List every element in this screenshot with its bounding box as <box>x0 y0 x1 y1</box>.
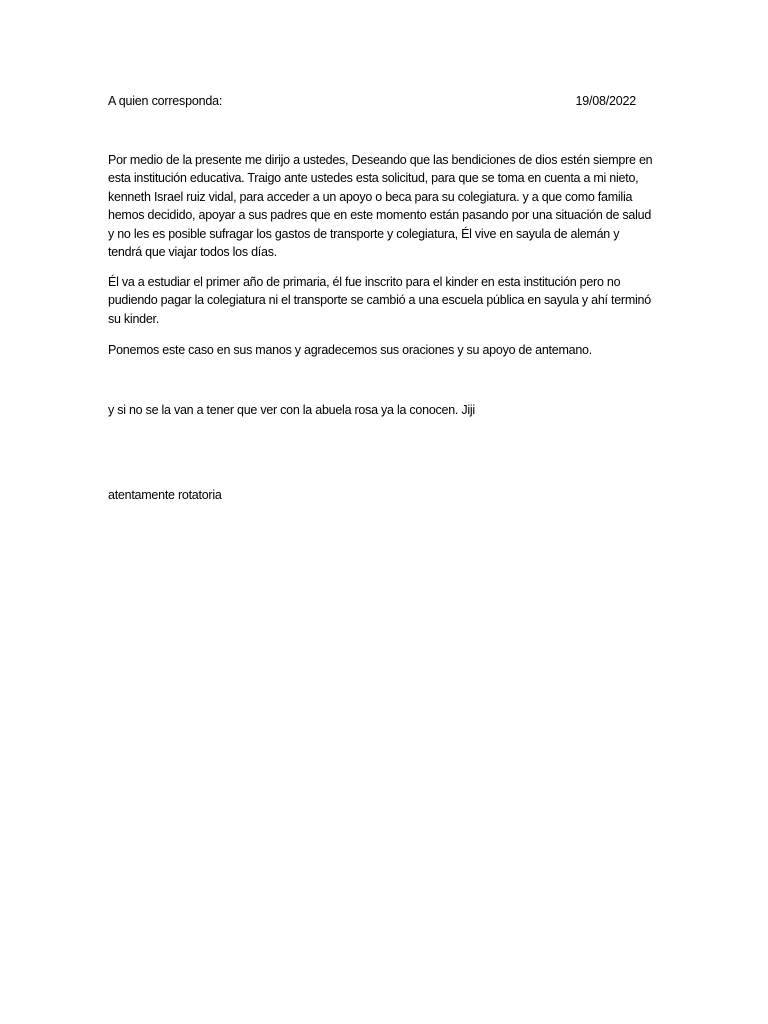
letter-header <box>108 93 636 109</box>
letter-date: 19/08/2022 <box>575 94 636 108</box>
salutation: A quien corresponda: <box>108 94 223 108</box>
paragraph-postscript: y si no se la van a tener que ver con la abuela rosa ya la conocen. Jiji <box>108 403 475 417</box>
paragraph-thanks: Ponemos este caso en sus manos y agradecemos sus oraciones y su apoyo de antemano. <box>108 343 592 357</box>
paragraph-school-history: Él va a estudiar el primer año de primaria, él fue inscrito para el kinder en esta institución pero no pudiendo pagar la colegiatura ni el transporte se cambió a una escuela pública en sayula y ahí terminó su kinder. <box>108 275 651 326</box>
paragraph-request: Por medio de la presente me dirijo a ustedes, Deseando que las bendiciones de dios estén siempre en esta institución educativa. Traigo ante ustedes esta solicitud, para que se toma en cuenta a mi nieto, kenneth Israel ruiz vidal, para acceder a un apoyo o beca para su colegiatura. y a que como familia hemos decidido, apoyar a sus padres que en este momento están pasando por una situación de salud y no les es posible sufragar los gastos de transporte y colegiatura, Él vive en sayula de alemán y tendrá que viajar todos los días. <box>108 153 653 260</box>
letter-closing: atentamente rotatoria <box>108 488 222 502</box>
